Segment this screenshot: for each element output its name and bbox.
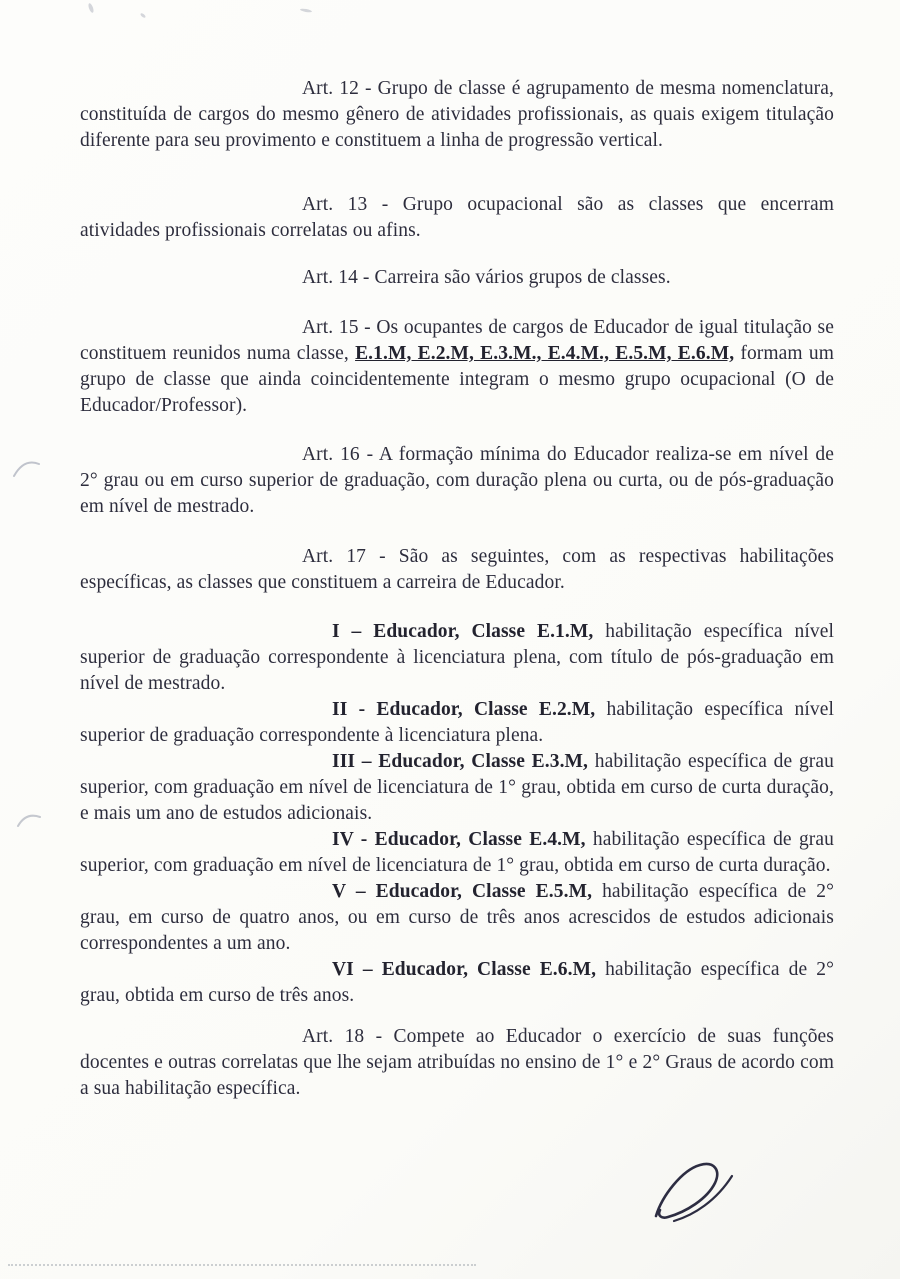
text-run: habilitação específica nível superior de graduação correspondente à licenciatura plena, com título de pós-graduação em nível de mestrado.	[80, 621, 835, 694]
scan-speck	[300, 8, 312, 13]
text-run: habilitação específica de grau superior, com graduação em nível de licenciatura de 1° grau, obtida em curso de curta duração, e mais um ano de estudos adicionais.	[80, 751, 834, 824]
paragraph-art-15	[80, 315, 834, 419]
paragraph-art-12	[80, 76, 834, 154]
scan-artifact-curve	[12, 456, 42, 478]
text-run: Art. 12 - Grupo de classe é agrupamento de mesma nomenclatura, constituída de cargos do mesmo gênero de atividades profissionais, as quais exigem titulação diferente para seu provimento e constituem a linha de progressão vertical.	[80, 78, 834, 151]
text-run: habilitação específica de 2° grau, em curso de quatro anos, ou em curso de três anos acrescidos de estudos adicionais correspondentes a um ano.	[80, 881, 834, 954]
scan-speck	[140, 12, 147, 18]
document-body	[80, 76, 834, 1102]
item-heading: V – Educador, Classe E.5.M,	[332, 881, 593, 902]
list-item-class-e4m	[80, 827, 834, 879]
paragraph-art-13	[80, 192, 834, 244]
text-run: Art. 16 - A formação mínima do Educador realiza-se em nível de 2° grau ou em curso superior de graduação, com duração plena ou curta, ou de pós-graduação em nível de mestrado.	[80, 444, 834, 517]
scan-speck	[87, 3, 94, 14]
text-run: habilitação específica de 2° grau, obtida em curso de três anos.	[80, 959, 834, 1006]
paragraph-art-18	[80, 1024, 834, 1102]
item-heading: I – Educador, Classe E.1.M,	[332, 621, 594, 642]
item-heading: VI – Educador, Classe E.6.M,	[332, 959, 597, 980]
text-run: habilitação específica de grau superior, com graduação em nível de licenciatura de 1° grau, obtida em curso de curta duração.	[80, 829, 834, 876]
scan-artifact-curve	[16, 810, 42, 828]
list-item-class-e1m	[80, 619, 834, 697]
list-item-class-e2m	[80, 697, 834, 749]
paragraph-art-14	[80, 265, 834, 291]
item-heading: IV - Educador, Classe E.4.M,	[332, 829, 586, 850]
item-heading: II - Educador, Classe E.2.M,	[332, 699, 596, 720]
list-item-class-e3m	[80, 749, 834, 827]
class-codes-emphasis: E.1.M, E.2.M, E.3.M., E.4.M., E.5.M, E.6.M,	[355, 343, 735, 364]
paragraph-art-17	[80, 544, 834, 596]
list-item-class-e6m	[80, 957, 834, 1009]
text-run: habilitação específica nível superior de graduação correspondente à licenciatura plena.	[80, 699, 835, 746]
item-heading: III – Educador, Classe E.3.M,	[332, 751, 589, 772]
paragraph-art-16	[80, 442, 834, 520]
text-run: Art. 18 - Compete ao Educador o exercício de suas funções docentes e outras correlatas que lhe sejam atribuídas no ensino de 1° e 2° Graus de acordo com a sua habilitação específica.	[80, 1026, 834, 1099]
handwritten-signature	[648, 1158, 744, 1230]
text-run: Art. 14 - Carreira são vários grupos de classes.	[302, 267, 671, 288]
scan-bottom-dotted-line	[8, 1264, 476, 1266]
text-run: formam um grupo de classe que ainda coincidentemente integram o mesmo grupo ocupacional (O de Educador/Professor).	[80, 343, 834, 416]
educator-classes-list	[80, 619, 834, 1009]
text-run: Art. 17 - São as seguintes, com as respectivas habilitações específicas, as classes que constituem a carreira de Educador.	[80, 546, 834, 593]
text-run: Art. 13 - Grupo ocupacional são as classes que encerram atividades profissionais correlatas ou afins.	[80, 194, 834, 241]
list-item-class-e5m	[80, 879, 834, 957]
text-run: Art. 15 - Os ocupantes de cargos de Educador de igual titulação se constituem reunidos numa classe,	[80, 317, 834, 364]
